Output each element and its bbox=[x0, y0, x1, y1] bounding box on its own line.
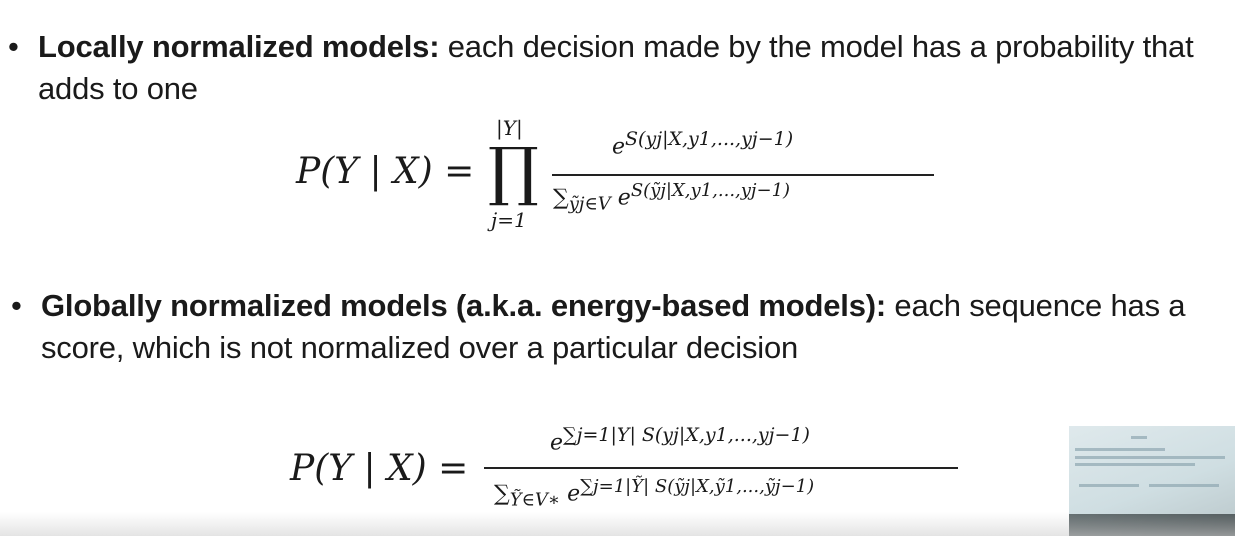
fraction-denominator bbox=[553, 180, 790, 215]
sum-subscript: Ỹ∈V∗ bbox=[509, 489, 561, 511]
exp-base: e bbox=[617, 185, 631, 211]
equation-lhs: P(Y | X) = bbox=[290, 448, 469, 489]
exp-base: e bbox=[550, 430, 564, 456]
exp-exponent: ∑j=1|Y| S(yj|X,y1,...,yj−1) bbox=[563, 424, 810, 446]
sum-subscript: ỹj∈V bbox=[568, 193, 611, 215]
bullet-dot: • bbox=[11, 288, 22, 323]
bullet-text: each sequence has a score, which is not normalized over a particular decision bbox=[41, 288, 1186, 365]
bullet-dot: • bbox=[8, 29, 19, 64]
product-symbol: ∏ bbox=[488, 135, 539, 209]
fraction-denominator bbox=[494, 476, 814, 511]
fraction-numerator bbox=[612, 128, 793, 159]
product-upper-limit: |Y| bbox=[496, 116, 523, 140]
sum-symbol: ∑ bbox=[494, 481, 510, 507]
equation-lhs: P(Y | X) = bbox=[296, 151, 475, 192]
bullet-text: each decision made by the model has a probability that adds to one bbox=[38, 29, 1194, 106]
product-lower-limit: j=1 bbox=[491, 208, 527, 232]
exp-base: e bbox=[612, 134, 626, 160]
exp-exponent: ∑j=1|Ỹ| S(ỹj|X,ỹ1,...,ỹj−1) bbox=[580, 476, 815, 497]
bullet-locally-normalized bbox=[8, 26, 1198, 110]
bottom-edge-shadow bbox=[0, 512, 1235, 536]
bullet-heading: Globally normalized models (a.k.a. energy-based models): bbox=[41, 288, 886, 323]
fraction-bar bbox=[552, 174, 934, 176]
exp-exponent: S(yj|X,y1,...,yj−1) bbox=[625, 128, 794, 150]
exp-exponent: S(ỹj|X,y1,...,yj−1) bbox=[630, 180, 791, 201]
fraction-bar bbox=[484, 467, 958, 469]
sum-symbol: ∑ bbox=[553, 185, 569, 211]
exp-base: e bbox=[567, 481, 581, 507]
bullet-globally-normalized bbox=[11, 285, 1231, 369]
bullet-heading: Locally normalized models: bbox=[38, 29, 440, 64]
fraction-numerator bbox=[550, 424, 810, 455]
